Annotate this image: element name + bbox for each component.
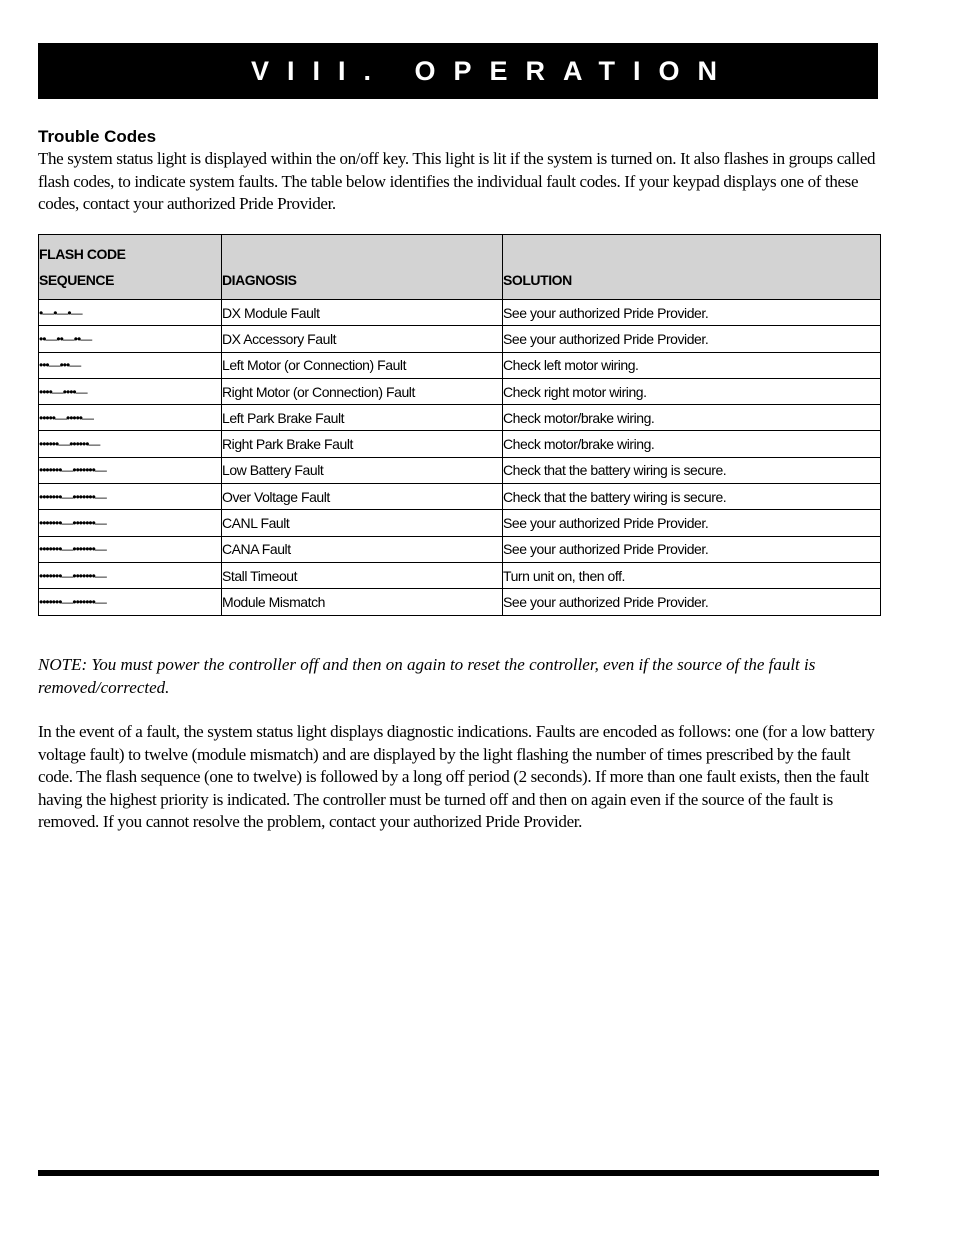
- solution-cell: See your authorized Pride Provider.: [503, 326, 881, 352]
- diagnosis-cell: Over Voltage Fault: [222, 484, 503, 510]
- diagnosis-cell: CANL Fault: [222, 510, 503, 536]
- header-sequence: [39, 235, 222, 300]
- table-row: [39, 300, 881, 326]
- intro-paragraph: The system status light is displayed within the on/off key. This light is lit if the system is turned on. It also flashes in groups called flash codes, to indicate system faults. The table below identifies the individual fault codes. If your keypad displays one of these codes, contact your authorized Pride Provider.: [38, 149, 876, 213]
- reset-note: NOTE: You must power the controller off and then on again to reset the controller, even if the source of the fault is removed/corrected.: [38, 655, 816, 697]
- table-row: [39, 536, 881, 562]
- flash-sequence: •—•—•—: [39, 300, 222, 326]
- solution-cell: Check motor/brake wiring.: [503, 405, 881, 431]
- flash-sequence: •••—•••—: [39, 352, 222, 378]
- flash-sequence: ••••••—••••••—: [39, 431, 222, 457]
- flash-sequence: •••••••—•••••••—: [39, 589, 222, 615]
- flash-sequence: •••••••—•••••••—: [39, 457, 222, 483]
- section-heading: Trouble Codes: [38, 127, 157, 146]
- table-row: [39, 378, 881, 404]
- solution-cell: Check that the battery wiring is secure.: [503, 484, 881, 510]
- header-solution: SOLUTION: [503, 235, 881, 300]
- banner-title: VIII. OPERATION: [251, 55, 736, 86]
- flash-sequence: ••••—••••—: [39, 378, 222, 404]
- flash-sequence: ••—••—••—: [39, 326, 222, 352]
- footer-rule: [38, 1170, 879, 1176]
- diagnosis-cell: Low Battery Fault: [222, 457, 503, 483]
- header-sequence-line1: FLASH CODE: [39, 246, 126, 262]
- solution-cell: Turn unit on, then off.: [503, 562, 881, 588]
- trouble-codes-table: [38, 234, 881, 616]
- table-row: [39, 405, 881, 431]
- diagnosis-cell: Left Motor (or Connection) Fault: [222, 352, 503, 378]
- diagnosis-cell: CANA Fault: [222, 536, 503, 562]
- solution-cell: See your authorized Pride Provider.: [503, 300, 881, 326]
- table-row: [39, 562, 881, 588]
- table-row: [39, 457, 881, 483]
- solution-cell: Check that the battery wiring is secure.: [503, 457, 881, 483]
- table-row: [39, 326, 881, 352]
- solution-cell: Check right motor wiring.: [503, 378, 881, 404]
- diagnosis-cell: Left Park Brake Fault: [222, 405, 503, 431]
- solution-cell: See your authorized Pride Provider.: [503, 510, 881, 536]
- diagnosis-cell: Right Park Brake Fault: [222, 431, 503, 457]
- flash-sequence: •••••••—•••••••—: [39, 510, 222, 536]
- solution-cell: See your authorized Pride Provider.: [503, 536, 881, 562]
- solution-cell: Check left motor wiring.: [503, 352, 881, 378]
- solution-cell: Check motor/brake wiring.: [503, 431, 881, 457]
- table-row: [39, 431, 881, 457]
- diagnosis-cell: DX Module Fault: [222, 300, 503, 326]
- section-banner: [38, 43, 878, 99]
- header-sequence-line2: SEQUENCE: [39, 272, 114, 288]
- flash-sequence: •••••••—•••••••—: [39, 562, 222, 588]
- table-row: [39, 484, 881, 510]
- fault-explanation-paragraph: In the event of a fault, the system status light displays diagnostic indications. Faults are encoded as follows: one (for a low battery voltage fault) to twelve (module mismatch) and are displayed by the light flashing the number of times prescribed by the fault code. The flash sequence (one to twelve) is followed by a long off period (2 seconds). If more than one fault exists, then the fault having the highest priority is indicated. The controller must be turned off and then on again even if the source of the fault is removed. If you cannot resolve the problem, contact your authorized Pride Provider.: [38, 722, 875, 832]
- table-row: [39, 589, 881, 615]
- solution-cell: See your authorized Pride Provider.: [503, 589, 881, 615]
- table-row: [39, 352, 881, 378]
- diagnosis-cell: Module Mismatch: [222, 589, 503, 615]
- diagnosis-cell: Right Motor (or Connection) Fault: [222, 378, 503, 404]
- flash-sequence: •••••••—•••••••—: [39, 484, 222, 510]
- diagnosis-cell: DX Accessory Fault: [222, 326, 503, 352]
- header-diagnosis: DIAGNOSIS: [222, 235, 503, 300]
- flash-sequence: •••••—•••••—: [39, 405, 222, 431]
- table-header-row: [39, 235, 881, 300]
- table-row: [39, 510, 881, 536]
- diagnosis-cell: Stall Timeout: [222, 562, 503, 588]
- flash-sequence: •••••••—•••••••—: [39, 536, 222, 562]
